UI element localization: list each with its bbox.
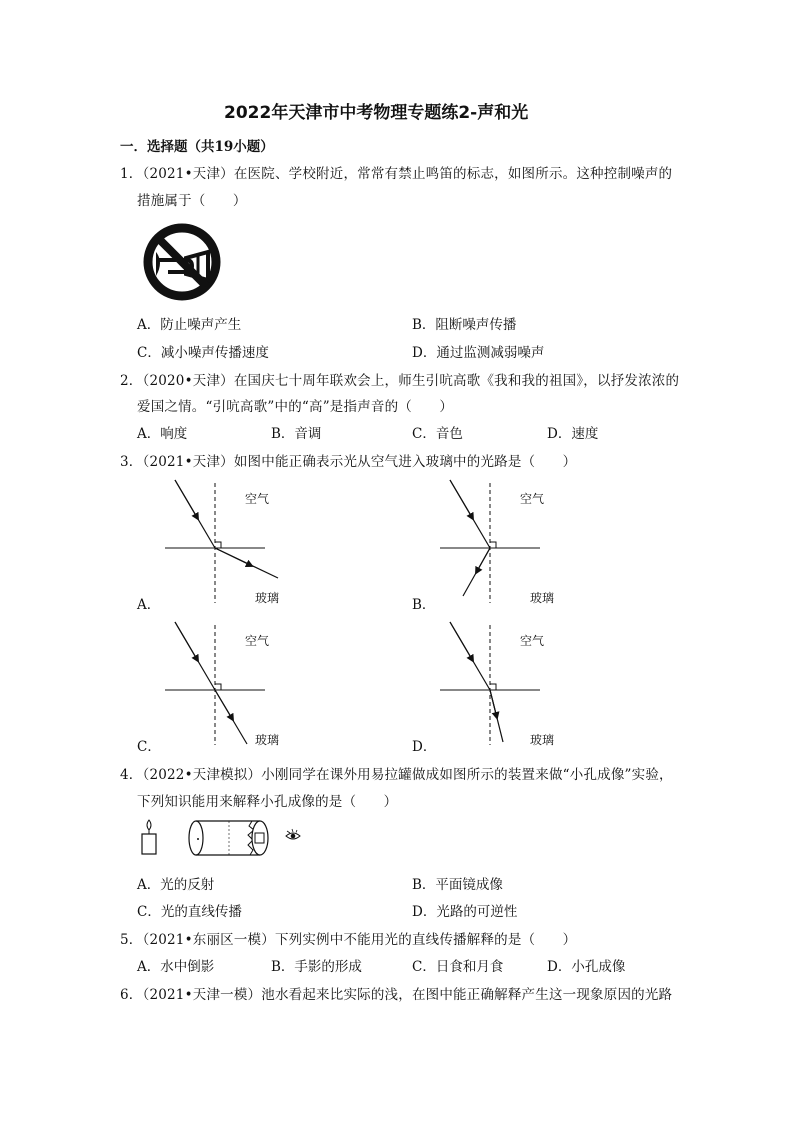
section-heading: 一．选择题（共19小题）	[120, 139, 274, 155]
no-honking-sign-icon	[142, 222, 222, 302]
q3-option-d[interactable]: D．	[412, 739, 437, 755]
q1-option-d[interactable]: D．通过监测减弱噪声	[412, 345, 545, 361]
q2-option-c[interactable]: C．音色	[412, 426, 463, 442]
q5-option-a[interactable]: A．水中倒影	[137, 959, 215, 975]
candle-flame-icon	[147, 820, 151, 830]
q2-option-a[interactable]: A．响度	[137, 426, 188, 442]
q3-option-b[interactable]: B．	[412, 597, 436, 613]
question-6-line-1: 6．（2021•天津一模）池水看起来比实际的浅，在图中能正确解释产生这一现象原因的光路	[120, 987, 673, 1003]
q1-option-b[interactable]: B．阻断噪声传播	[412, 317, 517, 333]
q5-option-c[interactable]: C．日食和月食	[412, 959, 504, 975]
air-label-c: 空气	[245, 634, 270, 648]
glass-label-c: 玻璃	[255, 733, 280, 747]
q1-option-a[interactable]: A．防止噪声产生	[137, 317, 242, 333]
question-5-line-1: 5．（2021•东丽区一模）下列实例中不能用光的直线传播解释的是（ ）	[120, 932, 577, 948]
candle-icon	[142, 834, 156, 854]
question-4-line-1: 4．（2022•天津模拟）小刚同学在课外用易拉罐做成如图所示的装置来做“小孔成像”实验，	[120, 767, 673, 783]
glass-label-d: 玻璃	[530, 733, 555, 747]
refraction-diagram-b	[435, 478, 565, 608]
question-2-line-2: 爱国之情。“引吭高歌”中的“高”是指声音的（ ）	[137, 399, 454, 415]
q4-option-d[interactable]: D．光路的可逆性	[412, 904, 518, 920]
q2-option-d[interactable]: D．速度	[547, 426, 599, 442]
refraction-diagram-a	[160, 478, 290, 608]
question-3-line-1: 3．（2021•天津）如图中能正确表示光从空气进入玻璃中的光路是（ ）	[120, 454, 577, 470]
air-label-d: 空气	[520, 634, 545, 648]
glass-label-a: 玻璃	[255, 591, 280, 605]
air-label-b: 空气	[520, 492, 545, 506]
page-title: 2022年天津市中考物理专题练2-声和光	[224, 103, 529, 123]
question-1-line-2: 措施属于（ ）	[137, 193, 247, 209]
q5-option-d[interactable]: D．小孔成像	[547, 959, 626, 975]
question-2-line-1: 2．（2020•天津）在国庆七十周年联欢会上，师生引吭高歌《我和我的祖国》，以抒发浓浓的	[120, 373, 680, 389]
air-label-a: 空气	[245, 492, 270, 506]
pinhole-camera-diagram	[136, 818, 306, 860]
eye-icon	[286, 829, 300, 839]
q1-option-c[interactable]: C．减小噪声传播速度	[137, 345, 269, 361]
refraction-diagram-d	[435, 620, 565, 750]
q3-option-c[interactable]: C．	[137, 739, 161, 755]
q4-option-a[interactable]: A．光的反射	[137, 877, 215, 893]
question-4-line-2: 下列知识能用来解释小孔成像的是（ ）	[137, 794, 398, 810]
q4-option-b[interactable]: B．平面镜成像	[412, 877, 503, 893]
q2-option-b[interactable]: B．音调	[271, 426, 322, 442]
refraction-diagram-c	[160, 620, 290, 750]
q5-option-b[interactable]: B．手影的形成	[271, 959, 362, 975]
glass-label-b: 玻璃	[530, 591, 555, 605]
q3-option-a[interactable]: A．	[137, 597, 161, 613]
q4-option-c[interactable]: C．光的直线传播	[137, 904, 242, 920]
question-1-line-1: 1．（2021•天津）在医院、学校附近，常常有禁止鸣笛的标志，如图所示。这种控制噪声的	[120, 166, 673, 182]
